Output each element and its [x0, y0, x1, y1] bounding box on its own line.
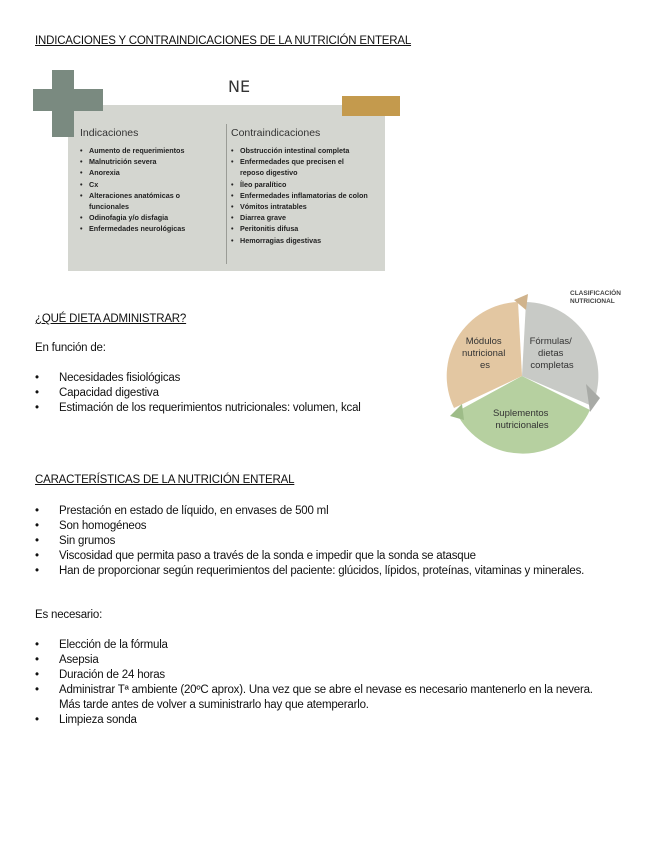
- list-item: • Íleo paralítico: [231, 179, 377, 190]
- cross-decoration-horizontal: [33, 89, 103, 111]
- list-item: • Estimación de los requerimientos nutricionales: volumen, kcal: [35, 401, 435, 416]
- list-item: • Enfermedades que precisen el reposo digestivo: [231, 156, 368, 178]
- contraindicaciones-list: [231, 145, 377, 246]
- list-item: • Asepsia: [35, 653, 615, 668]
- indicaciones-list: [80, 145, 222, 235]
- column-divider: [226, 124, 227, 264]
- caracteristicas-heading: CARACTERÍSTICAS DE LA NUTRICIÓN ENTERAL: [35, 474, 295, 486]
- label-line: completas: [530, 360, 574, 371]
- list-item: • Anorexia: [80, 167, 222, 178]
- necesario-list: [35, 638, 615, 728]
- list-item: • Duración de 24 horas: [35, 668, 615, 683]
- list-item: • Han de proporcionar según requerimientos del paciente: glúcidos, lípidos, proteínas, vitaminas y minerales.: [35, 564, 613, 579]
- list-item: • Peritonitis difusa: [231, 223, 377, 234]
- dieta-intro: En función de:: [35, 342, 106, 354]
- dieta-heading: ¿QUÉ DIETA ADMINISTRAR?: [35, 313, 187, 325]
- label-line: Suplementos: [492, 408, 549, 419]
- necesario-intro: Es necesario:: [35, 609, 103, 621]
- contraindicaciones-heading: Contraindicaciones: [231, 127, 321, 139]
- segment-label-suplementos: [493, 408, 551, 431]
- list-item: • Malnutrición severa: [80, 156, 222, 167]
- label-line: Módulos: [465, 336, 502, 347]
- label-line: dietas: [538, 348, 564, 359]
- indicaciones-heading: Indicaciones: [80, 127, 139, 139]
- list-item: • Aumento de requerimientos: [80, 145, 222, 156]
- list-item: • Vómitos intratables: [231, 201, 377, 212]
- list-item: • Elección de la fórmula: [35, 638, 615, 653]
- list-item: • Limpieza sonda: [35, 713, 615, 728]
- diagram-title-line: NUTRICIONAL: [570, 298, 615, 305]
- list-item: • Son homogéneos: [35, 519, 613, 534]
- label-line: nutricional: [462, 348, 506, 359]
- list-item: • Hemorragias digestivas: [231, 235, 377, 246]
- dieta-list: [35, 371, 435, 416]
- label-line: nutricionales: [495, 420, 549, 431]
- list-item: • Prestación en estado de líquido, en envases de 500 ml: [35, 504, 613, 519]
- page-title: INDICACIONES Y CONTRAINDICACIONES DE LA NUTRICIÓN ENTERAL: [35, 35, 412, 47]
- list-item: • Necesidades fisiológicas: [35, 371, 435, 386]
- label-line: es: [479, 360, 491, 371]
- list-item: • Odinofagia y/o disfagia: [80, 212, 222, 223]
- list-item: • Capacidad digestiva: [35, 386, 435, 401]
- list-item: • Cx: [80, 179, 222, 190]
- list-item: • Obstrucción intestinal completa: [231, 145, 377, 156]
- list-item: • Sin grumos: [35, 534, 613, 549]
- diagram-title-line: CLASIFICACIÓN: [570, 290, 621, 297]
- list-item: • Alteraciones anatómicas o funcionales: [80, 190, 201, 212]
- list-item: • Administrar Tª ambiente (20ºC aprox). Una vez que se abre el nevase es necesario mantenerlo en la nevera. Más tarde antes de volver a suministrarlo hay que atemperarlo.: [35, 683, 615, 713]
- list-item: • Viscosidad que permita paso a través de la sonda e impedir que la sonda se atasque: [35, 549, 613, 564]
- slide-title: NE: [228, 77, 251, 96]
- label-line: Fórmulas/: [529, 336, 572, 347]
- clasificacion-diagram: [434, 288, 610, 464]
- caracteristicas-list: [35, 504, 613, 579]
- list-item: • Diarrea grave: [231, 212, 377, 223]
- accent-bar: [342, 96, 400, 116]
- list-item: • Enfermedades neurológicas: [80, 223, 222, 234]
- list-item: • Enfermedades inflamatorias de colon: [231, 190, 376, 201]
